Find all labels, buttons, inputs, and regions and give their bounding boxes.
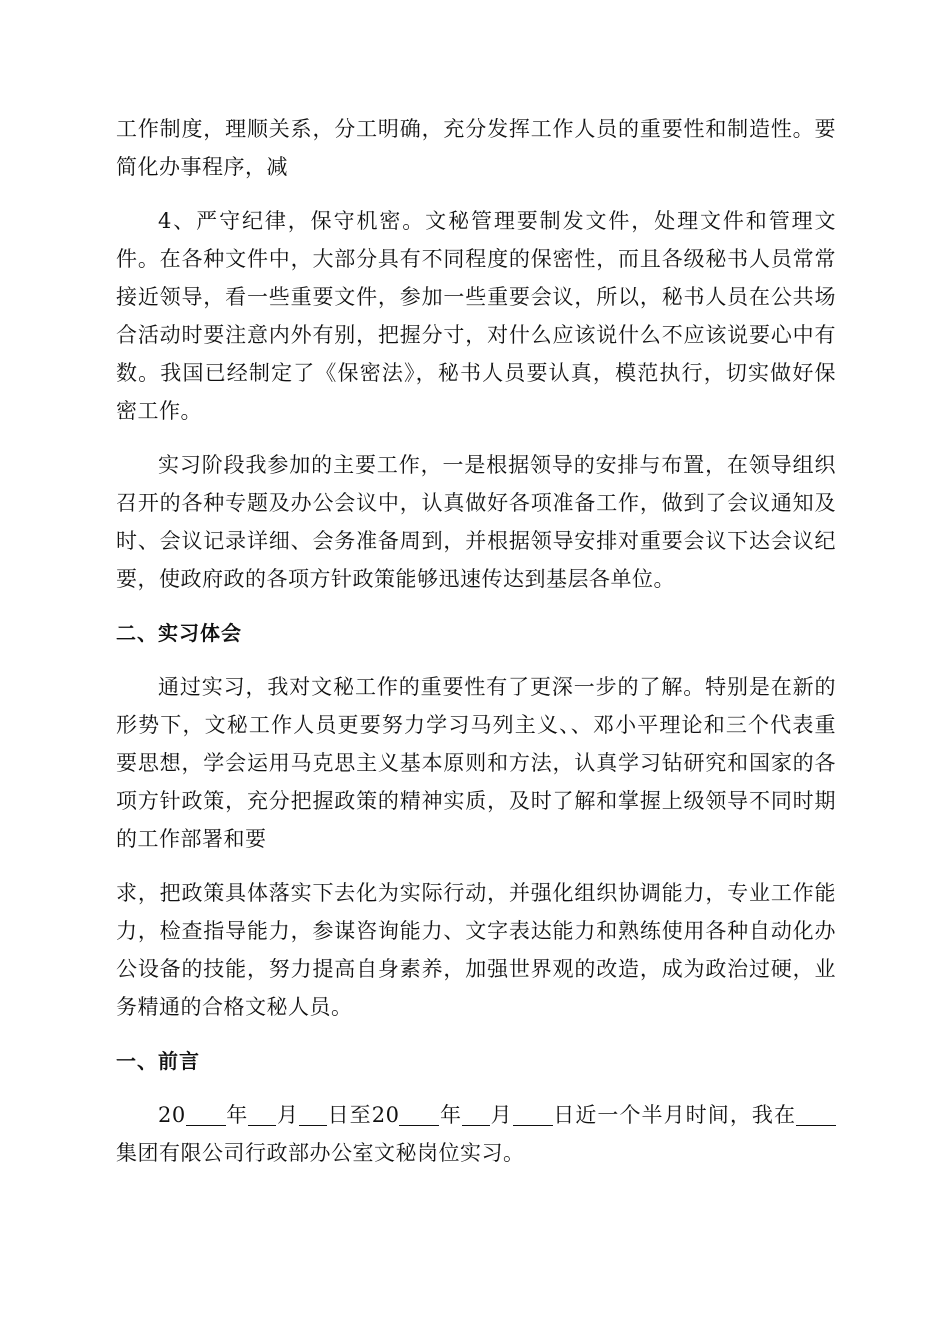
paragraph-internship-work: 实习阶段我参加的主要工作，一是根据领导的安排与布置，在领导组织召开的各种专题及办公会议中，认真做好各项准备工作，做到了会议通知及时、会议记录详细、会务准备周到，并根据领导安排对重要会议下达会议纪要，使政府政的各项方针政策能够迅速传达到基层各单位。	[116, 453, 836, 591]
preface-text: 月	[276, 1103, 300, 1127]
section-heading-preface: 一、前言	[116, 1049, 200, 1073]
fill-in-blank	[796, 1103, 836, 1126]
paragraph-continuation: 工作制度，理顺关系，分工明确，充分发挥工作人员的重要性和制造性。要简化办事程序，减	[116, 117, 836, 179]
preface-text: 月	[490, 1103, 513, 1127]
paragraph-experience-2: 求，把政策具体落实下去化为实际行动，并强化组织协调能力，专业工作能力，检查指导能力，参谋咨询能力、文字表达能力和熟练使用各种自动化办公设备的技能，努力提高自身素养，加强世界观的改造，成为政治过硬，业务精通的合格文秘人员。	[116, 881, 836, 1019]
section-heading-experience: 二、实习体会	[116, 621, 242, 645]
preface-text: 年	[225, 1103, 249, 1127]
preface-text: 日近一个半月时间，我在	[552, 1103, 797, 1127]
preface-text: 集团有限公司行政部办公室文秘岗位实习。	[116, 1141, 525, 1165]
preface-text: 20	[158, 1103, 186, 1127]
preface-text: 日至20	[327, 1103, 400, 1127]
fill-in-blank	[513, 1103, 553, 1126]
fill-in-blank	[299, 1103, 327, 1126]
fill-in-blank	[248, 1103, 276, 1126]
paragraph-preface	[116, 1096, 836, 1172]
paragraph-confidentiality: 4、严守纪律，保守机密。文秘管理要制发文件，处理文件和管理文件。在各种文件中，大部分具有不同程度的保密性，而且各级秘书人员常常接近领导，看一些重要文件，参加一些重要会议，所以，秘书人员在公共场合活动时要注意内外有别，把握分寸，对什么应该说什么不应该说要心中有数。我国已经制定了《保密法》，秘书人员要认真，模范执行，切实做好保密工作。	[116, 209, 836, 423]
fill-in-blank	[186, 1103, 226, 1126]
fill-in-blank	[399, 1103, 439, 1126]
fill-in-blank	[462, 1103, 490, 1126]
document-body	[116, 110, 836, 1188]
paragraph-experience-1: 通过实习，我对文秘工作的重要性有了更深一步的了解。特别是在新的形势下，文秘工作人员更要努力学习马列主义、、邓小平理论和三个代表重要思想，学会运用马克思主义基本原则和方法，认真学习钻研究和国家的各项方针政策，充分把握政策的精神实质，及时了解和掌握上级领导不同时期的工作部署和要	[116, 675, 836, 851]
preface-text: 年	[439, 1103, 463, 1127]
